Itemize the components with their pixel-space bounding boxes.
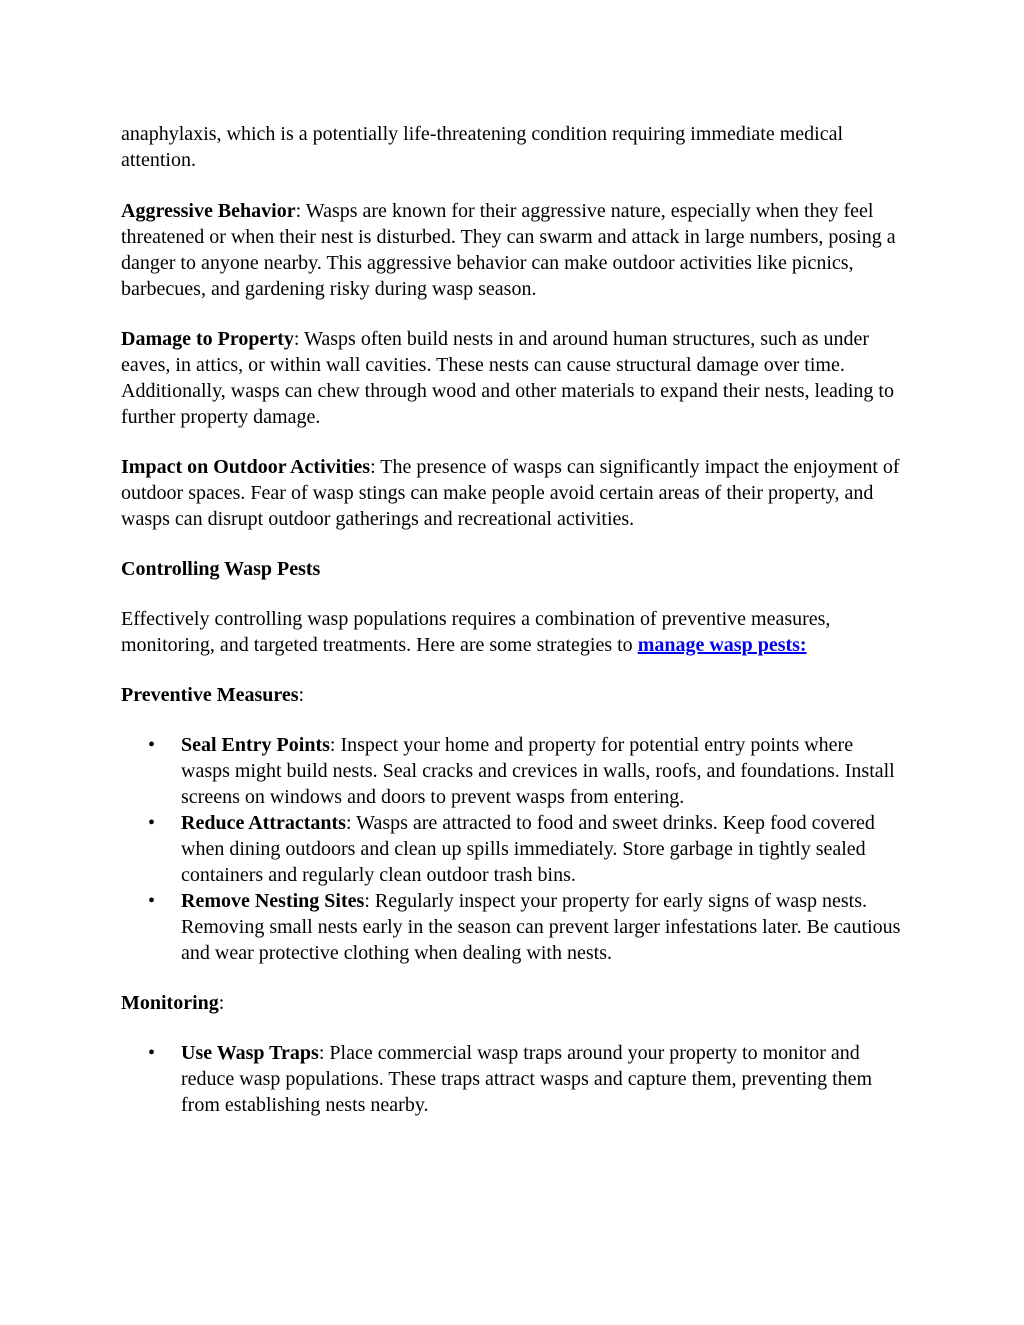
intro-continuation: anaphylaxis, which is a potentially life-threatening condition requiring immediate medical attention. [121, 123, 844, 171]
controlling-heading [121, 556, 906, 582]
section-impact-outdoor [121, 454, 906, 532]
section-text: : The presence of wasps can significantly impact the enjoyment of outdoor spaces. Fear of wasp stings can make people avoid certain areas of their property, and wasps can disrupt outdoor gatherings and recreational activities. [121, 456, 900, 530]
item-text: : Inspect your home and property for potential entry points where wasps might build nests. Seal cracks and crevices in walls, roofs, and foundations. Install screens on windows and doors to prevent wasps from entering. [181, 734, 895, 808]
preventive-heading [121, 682, 906, 708]
item-title: Reduce Attractants [181, 812, 346, 834]
section-text: : Wasps are known for their aggressive nature, especially when they feel threatened or when their nest is disturbed. They can swarm and attack in large numbers, posing a danger to anyone nearby. This aggressive behavior can make outdoor activities like picnics, barbecues, and gardening risky during wasp season. [121, 200, 896, 300]
item-title: Remove Nesting Sites [181, 890, 365, 912]
section-aggressive-behavior [121, 198, 906, 302]
bullet-icon: • [148, 890, 156, 912]
heading-colon: : [298, 684, 305, 706]
controlling-intro [121, 606, 906, 658]
item-text: : Wasps are attracted to food and sweet drinks. Keep food covered when dining outdoors and clean up spills immediately. Store garbage in tightly sealed containers and regularly clean outdoor trash bins. [181, 812, 875, 886]
heading-colon: : [218, 992, 225, 1014]
section-title: Damage to Property [121, 328, 294, 350]
bullet-icon: • [148, 734, 156, 756]
list-item [148, 810, 906, 888]
bullet-icon: • [148, 1042, 156, 1064]
section-damage-to-property [121, 326, 906, 430]
heading-text: Controlling Wasp Pests [121, 558, 321, 580]
bullet-icon: • [148, 812, 156, 834]
heading-text: Preventive Measures [121, 684, 299, 706]
list-item [148, 888, 906, 966]
manage-wasp-pests-link[interactable]: manage wasp pests: [637, 634, 807, 656]
monitoring-heading [121, 990, 906, 1016]
document-page [121, 121, 906, 1142]
item-text: : Place commercial wasp traps around your property to monitor and reduce wasp populations. These traps attract wasps and capture them, preventing them from establishing nests nearby. [181, 1042, 873, 1116]
preventive-list [121, 732, 906, 966]
list-item [148, 1040, 906, 1118]
heading-text: Monitoring [121, 992, 219, 1014]
section-title: Aggressive Behavior [121, 200, 296, 222]
monitoring-list [121, 1040, 906, 1118]
item-title: Seal Entry Points [181, 734, 330, 756]
item-title: Use Wasp Traps [181, 1042, 319, 1064]
list-item [148, 732, 906, 810]
intro-text: Effectively controlling wasp populations requires a combination of preventive measures, monitoring, and targeted treatments. Here are some strategies to [121, 608, 831, 656]
section-text: : Wasps often build nests in and around human structures, such as under eaves, in attics, or within wall cavities. These nests can cause structural damage over time. Additionally, wasps can chew through wood and other materials to expand their nests, leading to further property damage. [121, 328, 894, 428]
section-title: Impact on Outdoor Activities [121, 456, 371, 478]
item-text: : Regularly inspect your property for early signs of wasp nests. Removing small nests early in the season can prevent larger infestations later. Be cautious and wear protective clothing when dealing with nests. [181, 890, 901, 964]
